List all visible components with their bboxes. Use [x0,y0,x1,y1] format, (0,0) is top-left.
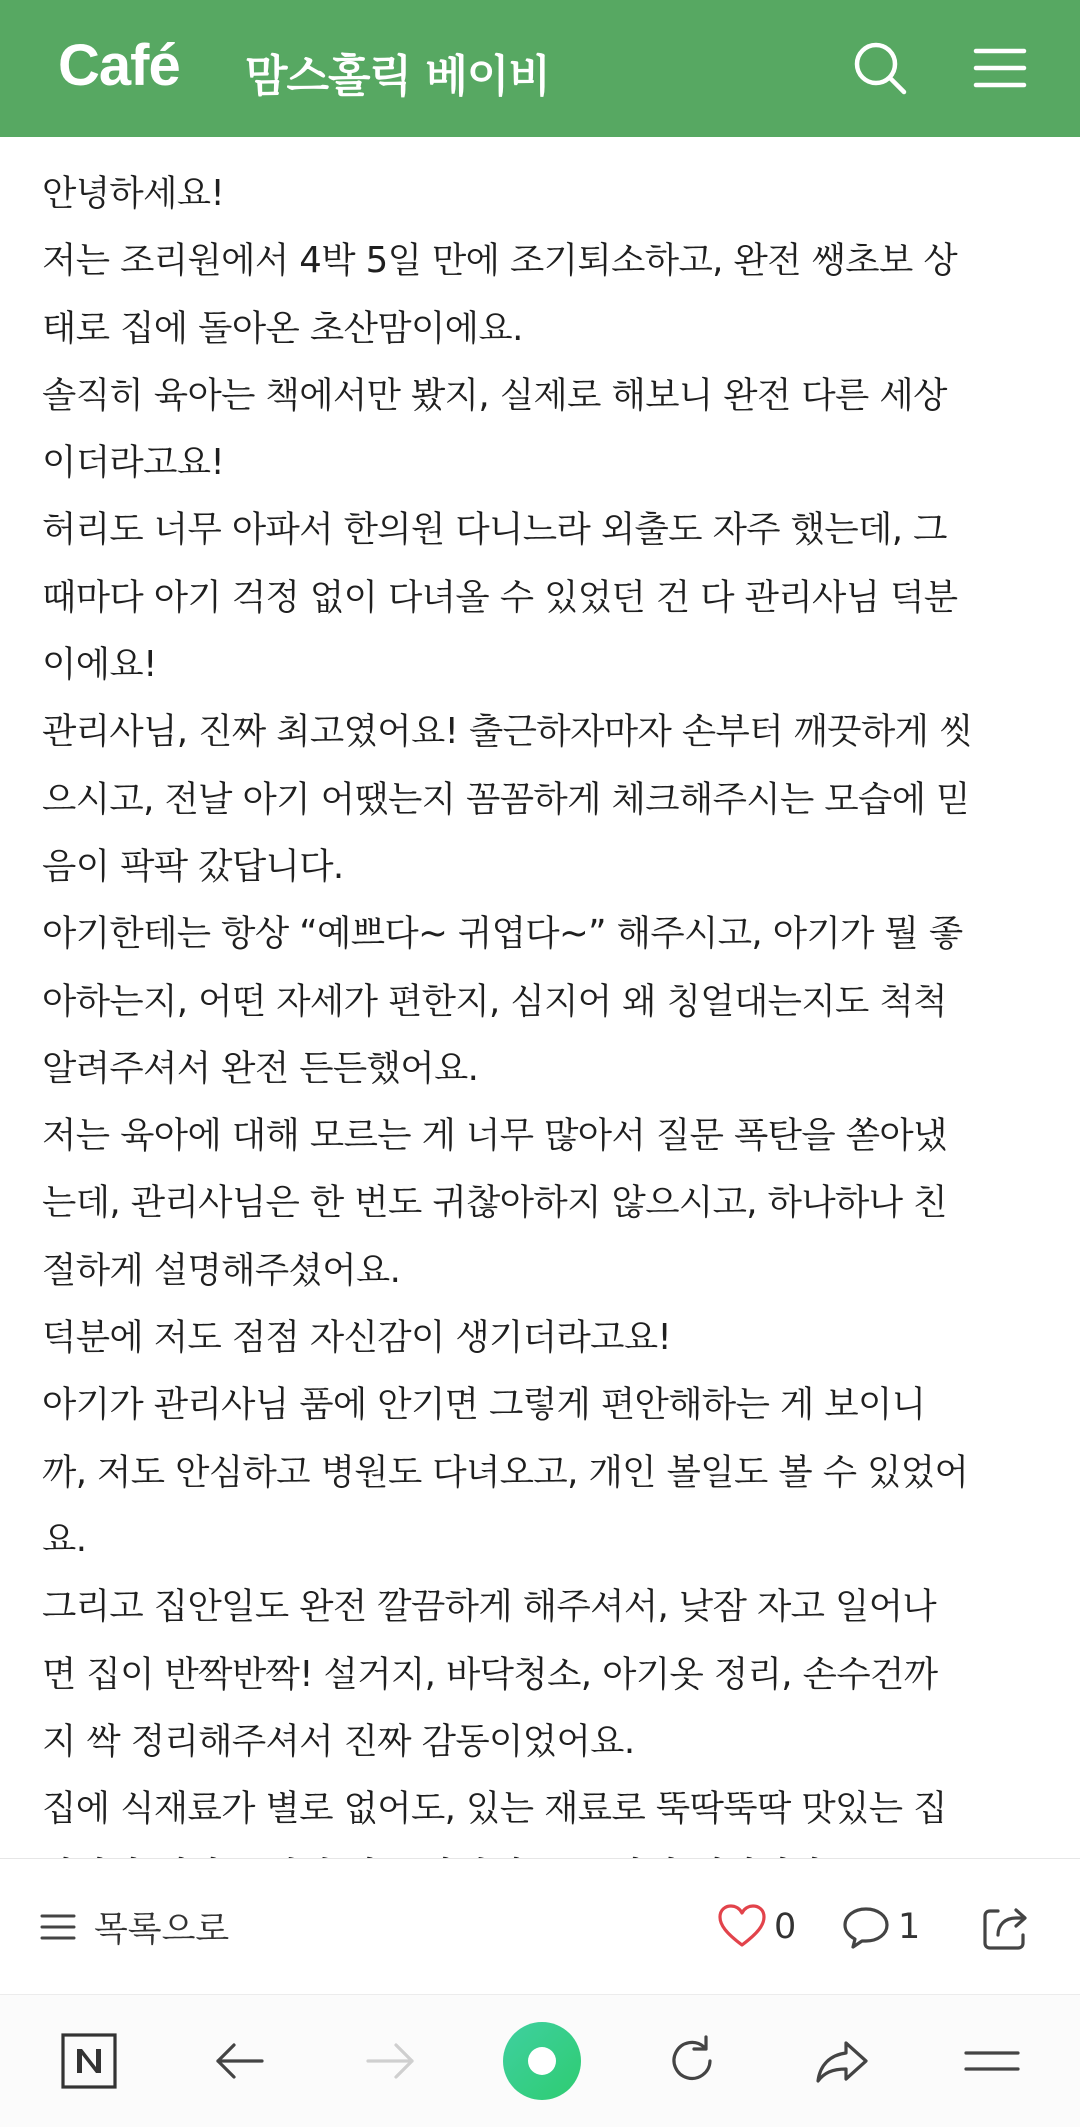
browser-navigation-bar [0,1994,1080,2127]
post-line: 까, 저도 안심하고 병원도 다녀오고, 개인 볼일도 볼 수 있었어 [42,1451,969,1493]
post-line: 는데, 관리사님은 한 번도 귀찮아하지 않으시고, 하나하나 친 [42,1182,947,1224]
comment-button[interactable] [840,1899,920,1955]
like-button[interactable] [716,1899,796,1955]
reload-icon [660,2029,724,2093]
post-line: 저는 육아에 대해 모르는 게 너무 많아서 질문 폭탄을 쏟아냈 [42,1115,947,1157]
post-line: 관리사님, 진짜 최고였어요! 출근하자마자 손부터 깨끗하게 씻 [42,711,973,753]
post-line: 저는 조리원에서 4박 5일 만에 조기퇴소하고, 완전 쌩초보 상 [42,240,958,282]
post-line: 이더라고요! [42,442,225,484]
post-line: 솔직히 육아는 책에서만 봤지, 실제로 해보니 완전 다른 세상 [42,374,947,416]
green-dot-home-icon [503,2022,581,2100]
post-line: 때마다 아기 걱정 없이 다녀올 수 있었던 건 다 관리사님 덕분 [42,576,958,618]
share-arrow-icon [810,2029,874,2093]
back-to-list-label: 목록으로 [94,1910,230,1950]
back-to-list-button[interactable] [40,1899,229,1955]
post-line: 면 집이 반짝반짝! 설거지, 바닥청소, 아기옷 정리, 손수건까 [42,1653,938,1695]
post-line: 그리고 집안일도 완전 깔끔하게 해주셔서, 낮잠 자고 일어나 [42,1586,937,1628]
back-arrow-icon [208,2029,272,2093]
green-dot-button[interactable] [498,2017,586,2105]
menu-icon [960,2029,1024,2093]
share-button[interactable] [978,1899,1040,1955]
browser-menu-button[interactable] [948,2017,1036,2105]
post-line: 아하는지, 어떤 자세가 편한지, 심지어 왜 칭얼대는지도 척척 [42,980,947,1022]
reload-button[interactable] [648,2017,736,2105]
share-icon [978,1899,1034,1955]
post-action-bar [0,1858,1080,1995]
post-body [42,160,1042,1858]
forward-arrow-icon [358,2029,422,2093]
hamburger-menu-icon [970,38,1030,98]
naver-home-button[interactable] [45,2017,133,2105]
post-line: 으시고, 전날 아기 어땠는지 꼼꼼하게 체크해주시는 모습에 믿 [42,778,970,820]
post-line: 음이 팍팍 갔답니다. [42,845,344,887]
list-icon [40,1909,76,1945]
search-button[interactable] [850,38,910,98]
post-line: 아기한테는 항상 “예쁘다~ 귀엽다~” 해주시고, 아기가 뭘 좋 [42,913,963,955]
post-line: 허리도 너무 아파서 한의원 다니느라 외출도 자주 했는데, 그 [42,509,947,551]
post-line: 알려주셔서 완전 든든했어요. [42,1047,479,1089]
post-line: 집에 식재료가 별로 없어도, 있는 재료로 뚝딱뚝딱 맛있는 집 [42,1788,947,1830]
green-dot-center [528,2047,556,2075]
back-button[interactable] [196,2017,284,2105]
post-line: 절하게 설명해주셨어요. [42,1249,401,1291]
like-count: 0 [774,1907,797,1947]
share-page-button[interactable] [798,2017,886,2105]
post-line: 지 싹 정리해주셔서 진짜 감동이었어요. [42,1720,635,1762]
post-line: 이에요! [42,644,157,686]
app-header [0,0,1080,137]
post-line: 요. [42,1518,87,1560]
cafe-name-title[interactable]: 맘스홀릭 베이비 [245,51,550,102]
comment-count: 1 [898,1907,921,1947]
naver-n-icon [57,2029,121,2093]
post-line: 아기가 관리사님 품에 안기면 그렇게 편안해하는 게 보이니 [42,1384,926,1426]
post-line: 안녕하세요! [42,173,225,214]
heart-icon [716,1901,768,1953]
cafe-logo[interactable]: Café [58,33,180,98]
post-line: 덕분에 저도 점점 자신감이 생기더라고요! [42,1317,672,1359]
search-icon [850,38,910,98]
comment-bubble-icon [840,1901,892,1953]
forward-button[interactable] [346,2017,434,2105]
menu-button[interactable] [970,38,1030,98]
post-line: 태로 집에 돌아온 초산맘이에요. [42,307,523,349]
